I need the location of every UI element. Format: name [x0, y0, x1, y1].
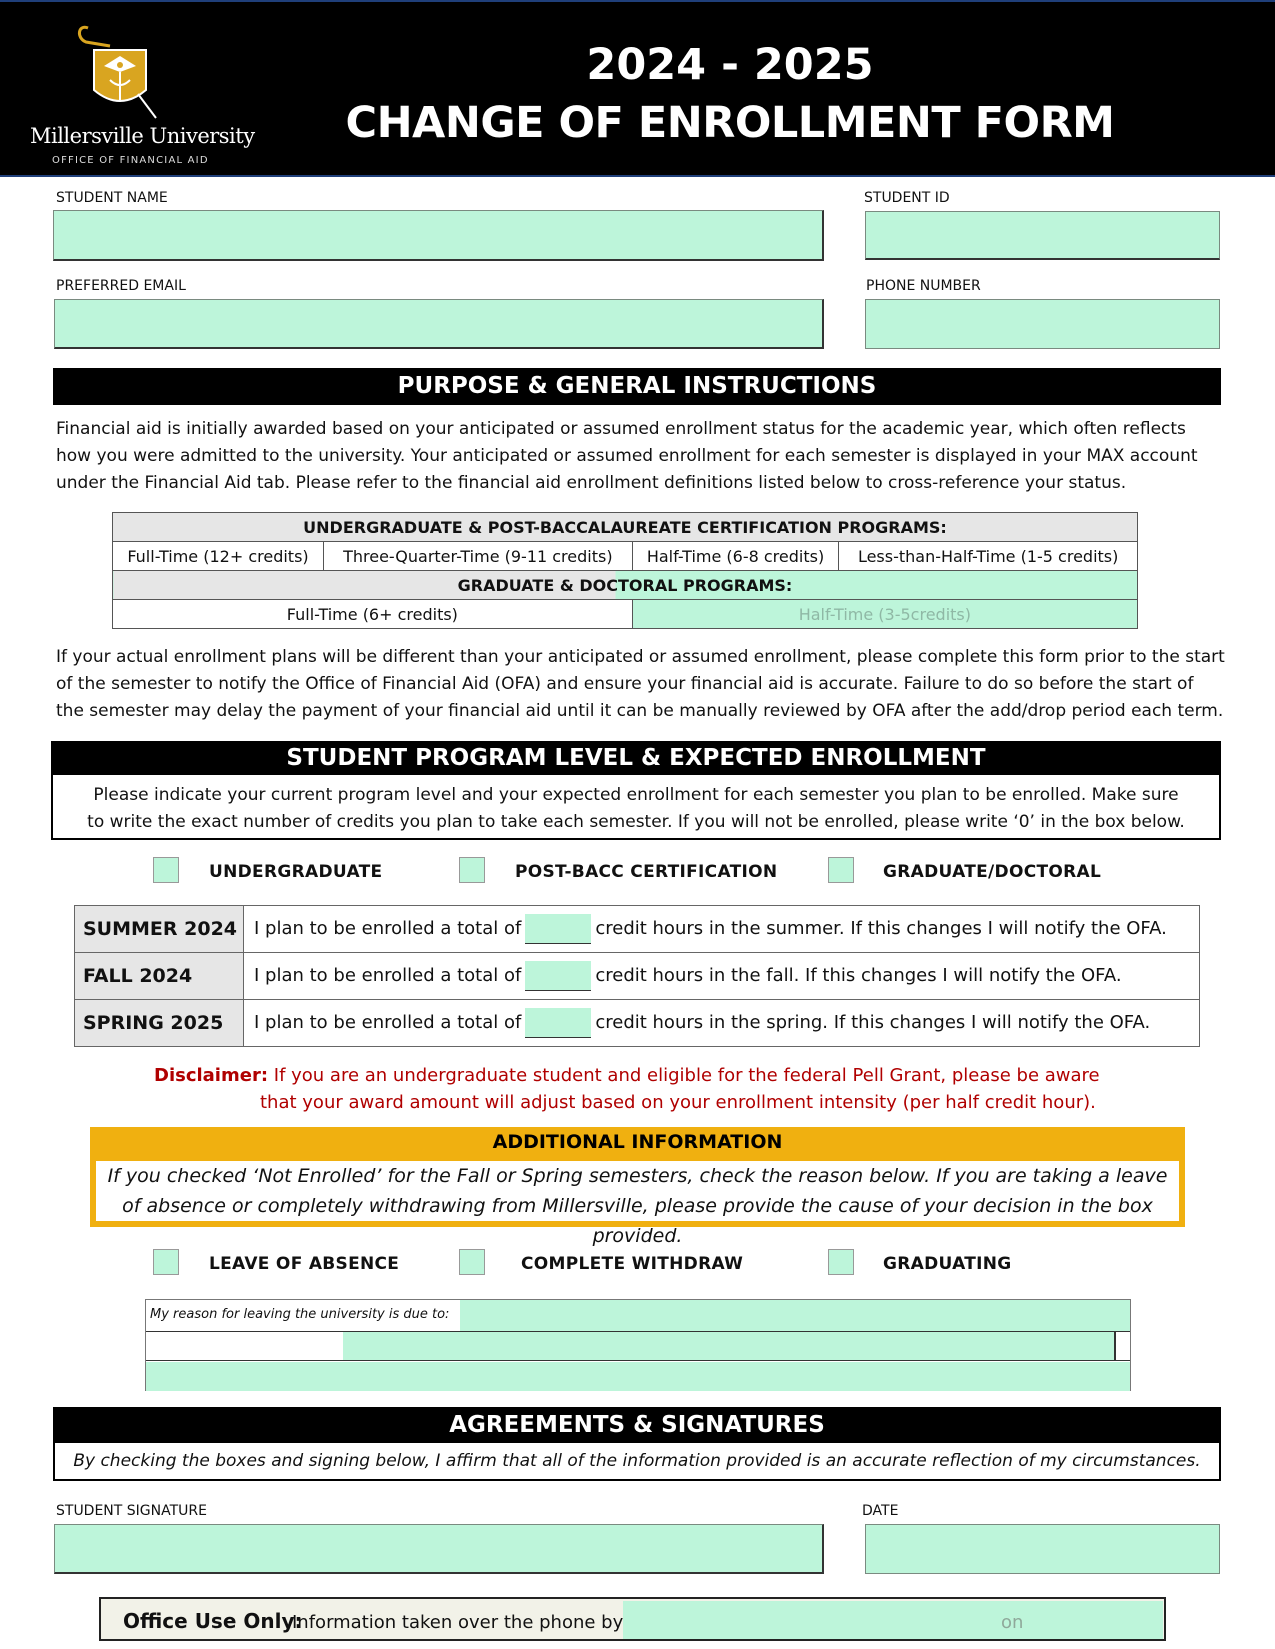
- complete-withdraw-checkbox[interactable]: [459, 1249, 485, 1275]
- def-cell: Three-Quarter-Time (9-11 credits): [323, 542, 632, 571]
- reason-line-2[interactable]: [343, 1332, 1116, 1360]
- disclaimer-label: Disclaimer:: [154, 1065, 269, 1086]
- post-bacc-checkbox[interactable]: [459, 857, 485, 883]
- office-on-text: on: [1001, 1612, 1024, 1633]
- office-phone-field[interactable]: [623, 1601, 1163, 1639]
- def-cell: Half-Time (3-5credits): [632, 600, 1137, 629]
- student-id-label: STUDENT ID: [864, 190, 950, 206]
- phone-label: PHONE NUMBER: [866, 278, 981, 294]
- university-logo: [22, 20, 255, 170]
- agreements-section-title: AGREEMENTS & SIGNATURES: [53, 1407, 1221, 1443]
- sentence-post: credit hours in the spring. If this changes I will notify the OFA.: [595, 1012, 1151, 1033]
- pell-disclaimer: [154, 1062, 1154, 1116]
- reason-line-3[interactable]: [146, 1362, 1130, 1391]
- leave-of-absence-checkbox[interactable]: [153, 1249, 179, 1275]
- program-section-title: STUDENT PROGRAM LEVEL & EXPECTED ENROLLMENT: [51, 741, 1221, 775]
- student-name-field[interactable]: [53, 210, 824, 261]
- disclaimer-line2: that your award amount will adjust based on your enrollment intensity (per half credit hour).: [260, 1092, 1096, 1113]
- graduate-checkbox[interactable]: [828, 857, 854, 883]
- sentence-post: credit hours in the fall. If this changes I will notify the OFA.: [595, 965, 1122, 986]
- office-use-text: Information taken over the phone by: [292, 1612, 624, 1633]
- logo-subtitle: OFFICE OF FINANCIAL AID: [52, 155, 209, 166]
- grad-header: GRADUATE & DOCTORAL PROGRAMS:: [113, 571, 1138, 600]
- form-header: [0, 0, 1275, 177]
- semester-table: [74, 905, 1200, 1047]
- undergraduate-checkbox[interactable]: [153, 857, 179, 883]
- additional-info-text: If you checked ‘Not Enrolled’ for the Fall or Spring semesters, check the reason below. If you are taking a leave of absence or completely withdrawing from Millersville, please provide the cause of your decision in the box provided.: [96, 1161, 1179, 1221]
- student-id-field[interactable]: [865, 211, 1220, 260]
- student-name-label: STUDENT NAME: [56, 190, 168, 206]
- form-year: 2024 - 2025: [586, 40, 874, 90]
- signature-label: STUDENT SIGNATURE: [56, 1503, 207, 1519]
- table-row: [75, 1000, 1200, 1047]
- term-label: SPRING 2025: [75, 1000, 244, 1047]
- date-label: DATE: [862, 1503, 899, 1519]
- sentence-pre: I plan to be enrolled a total of: [254, 965, 522, 986]
- undergraduate-label: UNDERGRADUATE: [209, 862, 383, 882]
- summer-credits-input[interactable]: [525, 914, 591, 944]
- shield-crest-icon: [70, 20, 166, 120]
- fall-credits-input[interactable]: [525, 961, 591, 991]
- program-instructions: Please indicate your current program level and your expected enrollment for each semester you plan to be enrolled. Make sure to write the exact number of credits you plan to take each semester. If you will not be enrolled, please write ‘0’ in the box below.: [51, 773, 1221, 840]
- def-cell: Half-Time (6-8 credits): [632, 542, 839, 571]
- additional-info-box: [90, 1127, 1185, 1247]
- def-cell: Less-than-Half-Time (1-5 credits): [839, 542, 1138, 571]
- graduate-label: GRADUATE/DOCTORAL: [883, 862, 1102, 882]
- table-row: [75, 906, 1200, 953]
- def-cell: Full-Time (12+ credits): [113, 542, 324, 571]
- sentence-post: credit hours in the summer. If this changes I will notify the OFA.: [595, 918, 1167, 939]
- table-row: [75, 953, 1200, 1000]
- instructions-text: If your actual enrollment plans will be different than your anticipated or assumed enrollment, please complete this form prior to the start of the semester to notify the Office of Financial Aid (OFA) and ensure your financial aid is accurate. Failure to do so before the start of the semester may delay the payment of your financial aid until it can be manually reviewed by OFA after the add/drop period each term.: [56, 647, 1225, 721]
- purpose-text: Financial aid is initially awarded based on your anticipated or assumed enrollment status for the academic year, which often reflects how you were admitted to the university. Your anticipated or assumed enrollment for each semester is displayed in your MAX account under the Financial Aid tab. Please refer to the financial aid enrollment definitions listed below to cross-reference your status.: [56, 419, 1198, 493]
- complete-withdraw-label: COMPLETE WITHDRAW: [521, 1254, 744, 1274]
- office-use-box: [99, 1597, 1166, 1641]
- additional-info-title: ADDITIONAL INFORMATION: [492, 1131, 783, 1153]
- post-bacc-label: POST-BACC CERTIFICATION: [515, 862, 778, 882]
- date-field[interactable]: [865, 1524, 1220, 1574]
- term-label: FALL 2024: [75, 953, 244, 1000]
- term-label: SUMMER 2024: [75, 906, 244, 953]
- office-use-label: Office Use Only:: [123, 1609, 303, 1633]
- graduating-checkbox[interactable]: [828, 1249, 854, 1275]
- def-cell: Full-Time (6+ credits): [113, 600, 633, 629]
- phone-field[interactable]: [865, 299, 1220, 349]
- ug-header: UNDERGRADUATE & POST-BACCALAUREATE CERTIFICATION PROGRAMS:: [113, 513, 1138, 542]
- agreements-text: By checking the boxes and signing below, I affirm that all of the information provided is an accurate reflection of my circumstances.: [53, 1441, 1221, 1481]
- signature-field[interactable]: [54, 1524, 824, 1574]
- reason-caption: My reason for leaving the university is due to:: [150, 1307, 450, 1322]
- purpose-section-title: PURPOSE & GENERAL INSTRUCTIONS: [53, 368, 1221, 405]
- leave-of-absence-label: LEAVE OF ABSENCE: [209, 1254, 400, 1274]
- sentence-pre: I plan to be enrolled a total of: [254, 1012, 522, 1033]
- sentence-pre: I plan to be enrolled a total of: [254, 918, 522, 939]
- email-label: PREFERRED EMAIL: [56, 278, 186, 294]
- reason-box: [145, 1299, 1131, 1391]
- email-field[interactable]: [54, 299, 824, 349]
- logo-wordmark: Millersville University: [30, 124, 255, 148]
- spring-credits-input[interactable]: [525, 1008, 591, 1038]
- form-title: CHANGE OF ENROLLMENT FORM: [345, 98, 1115, 148]
- graduating-label: GRADUATING: [883, 1254, 1012, 1274]
- enrollment-definitions-table: [112, 512, 1138, 629]
- disclaimer-line1: If you are an undergraduate student and eligible for the federal Pell Grant, please be aware: [273, 1065, 1100, 1086]
- reason-line-1[interactable]: [460, 1300, 1130, 1331]
